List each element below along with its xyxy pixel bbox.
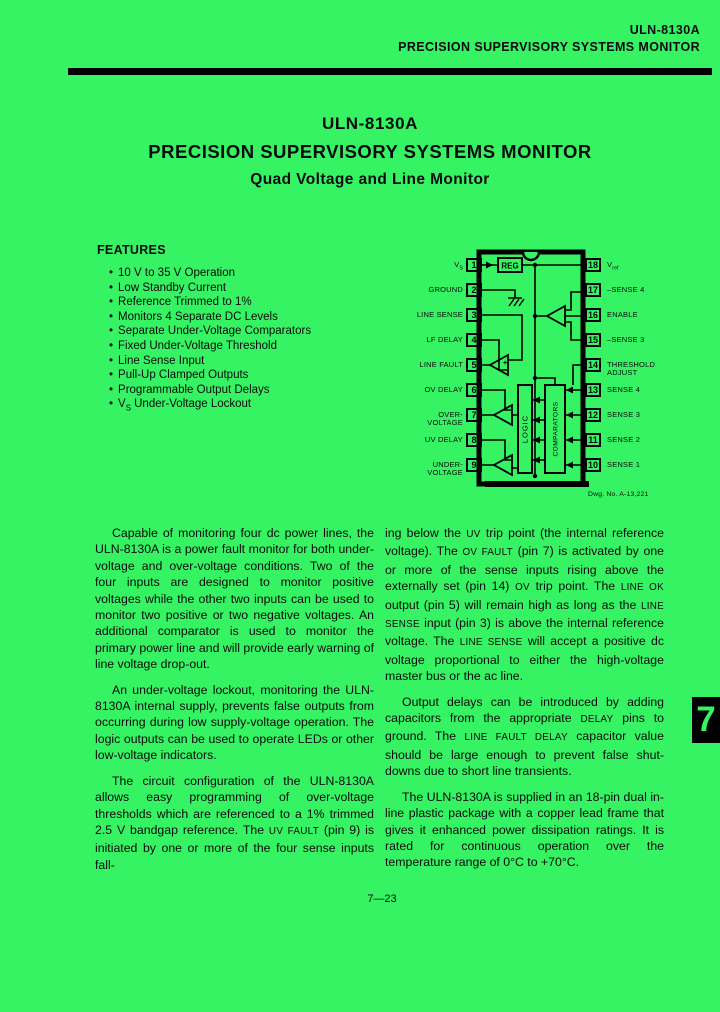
- text-segment: Output delays can be introduced by adding capacitors from the appropriate: [385, 694, 664, 726]
- pin-diagram: [415, 248, 720, 510]
- text-segment: trip point. The: [529, 579, 621, 594]
- pin-label: [403, 336, 463, 344]
- pin-label: [403, 361, 463, 369]
- bullet-icon: •: [109, 267, 114, 279]
- header-part-number: ULN-8130A: [629, 23, 700, 37]
- body-paragraph: [95, 773, 374, 873]
- under-voltage-comparator-triangle: [494, 455, 512, 475]
- text-segment: ENABLE: [607, 310, 638, 319]
- text-segment: input (pin 3) is above the internal reference voltage. The: [385, 616, 664, 649]
- text-segment: LINE SENSE: [459, 637, 523, 649]
- pin-label: [403, 261, 463, 273]
- body-paragraph: [385, 525, 664, 685]
- text-segment: pins to ground. The: [385, 711, 664, 744]
- pin-label: [403, 461, 463, 477]
- text-segment: ref: [612, 265, 619, 272]
- text-segment: SENSE 3: [607, 410, 641, 419]
- text-segment: GROUND: [428, 285, 463, 294]
- text-segment: V: [118, 398, 126, 411]
- bullet-icon: •: [109, 369, 114, 382]
- bullet-icon: •: [109, 354, 114, 367]
- text-segment: Programmable Output Delays: [118, 383, 270, 396]
- pin-number-box: 13: [585, 383, 601, 397]
- pin-number-box: 16: [585, 308, 601, 322]
- text-segment: Reference Trimmed to 1%: [118, 296, 252, 309]
- bullet-icon: •: [109, 339, 114, 352]
- pin-number-box: 2: [466, 283, 482, 297]
- pin-number-box: 3: [466, 308, 482, 322]
- title-main: PRECISION SUPERVISORY SYSTEMS MONITOR: [148, 141, 592, 162]
- text-segment: Monitors 4 Separate DC Levels: [118, 310, 278, 323]
- text-segment: (pin 9) is initiated by one or more of the four sense inputs fall-: [95, 822, 374, 872]
- feature-item: [109, 368, 417, 383]
- text-segment: Fixed Under-Voltage Threshold: [118, 339, 277, 352]
- pin-label: [403, 436, 463, 444]
- text-segment: The circuit configuration of the ULN-8130A allows easy programming of over-voltage thresholds which are referenced to a 1% trimmed 2.5 V bandgap reference. The: [95, 773, 374, 837]
- text-segment: SENSE 1: [607, 460, 641, 469]
- text-segment: S: [125, 403, 131, 413]
- text-segment: DELAY: [580, 714, 614, 726]
- body-paragraph: [95, 682, 374, 764]
- body-left-column: [95, 525, 374, 882]
- text-segment: capacitor value should be large enough to prevent false shut-downs due to short line transients.: [385, 729, 664, 779]
- text-segment: output (pin 5) will remain high as long as the: [385, 597, 641, 612]
- package-notch: [523, 252, 539, 260]
- pin-label: [607, 411, 671, 419]
- bullet-icon: •: [109, 281, 114, 294]
- bullet-icon: •: [109, 296, 114, 309]
- pin-number-box: 6: [466, 383, 482, 397]
- feature-item: [109, 295, 417, 310]
- pin-label: [607, 436, 671, 444]
- header-rule: [68, 68, 712, 75]
- text-segment: V: [454, 260, 460, 269]
- pin-label: [607, 361, 671, 377]
- pin-label: [403, 311, 463, 319]
- pin-label: [607, 336, 671, 344]
- pin-number-box: 14: [585, 358, 601, 372]
- features-list: [97, 266, 417, 416]
- body-paragraph: [385, 694, 664, 780]
- package-shadow: [485, 481, 589, 487]
- feature-item: [109, 324, 417, 339]
- pin-number-box: 12: [585, 408, 601, 422]
- text-segment: Pull-Up Clamped Outputs: [118, 369, 249, 382]
- text-segment: OV DELAY: [424, 385, 463, 394]
- regulator-label: REG: [501, 261, 519, 271]
- feature-item: [109, 281, 417, 296]
- feature-item: [109, 339, 417, 354]
- text-segment: LINE SENSE: [416, 310, 463, 319]
- text-segment: LINE FAULT DELAY: [464, 732, 568, 744]
- title-block: [20, 114, 720, 189]
- comparators-label: COMPARATORS: [552, 401, 560, 457]
- pin-number-box: 8: [466, 433, 482, 447]
- bullet-icon: •: [109, 383, 114, 396]
- pin-number-box: 9: [466, 458, 482, 472]
- pin-number-box: 1: [466, 258, 482, 272]
- text-segment: OVER-VOLTAGE: [427, 410, 463, 427]
- pin-number-box: 15: [585, 333, 601, 347]
- text-segment: SENSE 2: [607, 435, 641, 444]
- pin-label: [403, 411, 463, 427]
- text-segment: Under-Voltage Lockout: [130, 398, 252, 411]
- text-segment: Separate Under-Voltage Comparators: [118, 325, 312, 338]
- ground-symbol: [508, 298, 524, 306]
- pin-number-box: 4: [466, 333, 482, 347]
- feature-item: [109, 310, 417, 325]
- pin-number-box: 17: [585, 283, 601, 297]
- text-segment: S: [459, 265, 463, 272]
- pin-label: [607, 286, 671, 294]
- text-segment: LINE SENSE: [385, 600, 664, 631]
- feature-item: [109, 397, 417, 416]
- text-segment: UV FAULT: [268, 825, 320, 837]
- text-segment: An under-voltage lockout, monitoring the ULN-8130A internal supply, prevents false outputs from occurring during low supply-voltage operation. The logic outputs can be used to operate LEDs or other low-voltage indicators.: [95, 682, 374, 763]
- text-segment: THRESHOLD ADJUST: [607, 360, 656, 377]
- drawing-number: Dwg. No. A-13,221: [588, 491, 649, 498]
- feature-item: [109, 266, 417, 281]
- text-segment: V: [607, 260, 613, 269]
- text-segment: 10 V to 35 V Operation: [118, 267, 236, 279]
- text-segment: –SENSE 3: [607, 335, 645, 344]
- page-header: [398, 22, 700, 56]
- text-segment: UNDER-VOLTAGE: [427, 460, 463, 477]
- text-segment: trip point (the internal reference voltage). The: [385, 526, 664, 559]
- logic-label: LOGIC: [520, 414, 530, 444]
- bullet-icon: •: [109, 310, 114, 323]
- pin-number-box: 11: [585, 433, 601, 447]
- header-subtitle: PRECISION SUPERVISORY SYSTEMS MONITOR: [398, 40, 700, 54]
- comparator-plus-sign: +: [502, 360, 508, 367]
- pin-number-box: 18: [585, 258, 601, 272]
- text-segment: LF DELAY: [426, 335, 463, 344]
- text-segment: UV: [466, 529, 481, 540]
- wires: [482, 265, 585, 476]
- text-segment: –SENSE 4: [607, 285, 645, 294]
- text-segment: ing below the: [385, 526, 467, 540]
- title-sub: Quad Voltage and Line Monitor: [250, 171, 490, 188]
- feature-item: [109, 354, 417, 369]
- sense-buffer-triangle: [547, 306, 565, 326]
- text-segment: Capable of monitoring four dc power lines, the ULN-8130A is a power fault monitor for both under-voltage and over-voltage conditions. Two of the four inputs are designed to monitor positive voltages while the other two inputs can be used to monitor two positive or two negative voltages. An additional comparator is used to monitor the primary power line and will provide early warning of line voltage drop-out.: [95, 526, 374, 672]
- text-segment: Line Sense Input: [118, 354, 205, 367]
- features-section: [97, 243, 417, 416]
- feature-item: [109, 383, 417, 398]
- text-segment: LINE FAULT: [419, 360, 463, 369]
- title-part-number: ULN-8130A: [321, 114, 419, 133]
- text-segment: The ULN-8130A is supplied in an 18-pin dual in-line plastic package with a copper lead frame that gives it enhanced power dissipation ratings. It is rated for continuous operation over the temperature range of 0°C to +70°C.: [385, 789, 664, 870]
- over-voltage-comparator-triangle: [494, 405, 512, 425]
- pin-label: [607, 461, 671, 469]
- text-segment: LINE OK: [620, 582, 664, 594]
- bullet-icon: •: [109, 325, 114, 338]
- text-segment: Low Standby Current: [118, 281, 227, 294]
- text-segment: UV DELAY: [424, 435, 463, 444]
- text-segment: SENSE 4: [607, 385, 641, 394]
- pin-label: [607, 261, 671, 273]
- features-heading: FEATURES: [97, 243, 166, 257]
- pin-number-box: 10: [585, 458, 601, 472]
- text-segment: OV FAULT: [462, 547, 513, 559]
- bullet-icon: •: [109, 398, 114, 411]
- pin-label: [403, 386, 463, 394]
- page-number: 7—23: [367, 893, 397, 905]
- body-paragraph: [385, 789, 664, 871]
- chapter-tab: [692, 697, 720, 743]
- pin-number-box: 7: [466, 408, 482, 422]
- text-segment: (pin 7) is activated by one or more of the sense inputs rising above the externally set (pin 14): [385, 544, 665, 594]
- pin-label: [607, 311, 671, 319]
- text-segment: OV: [515, 582, 530, 594]
- chapter-tab-label: 7: [696, 700, 716, 739]
- pin-number-box: 5: [466, 358, 482, 372]
- text-segment: will accept a positive dc voltage proportional to either the high-voltage master bus or the ac line.: [385, 634, 664, 684]
- pin-label: [607, 386, 671, 394]
- body-paragraph: [95, 525, 374, 673]
- body-right-column: [385, 525, 664, 880]
- pin-label: [403, 286, 463, 294]
